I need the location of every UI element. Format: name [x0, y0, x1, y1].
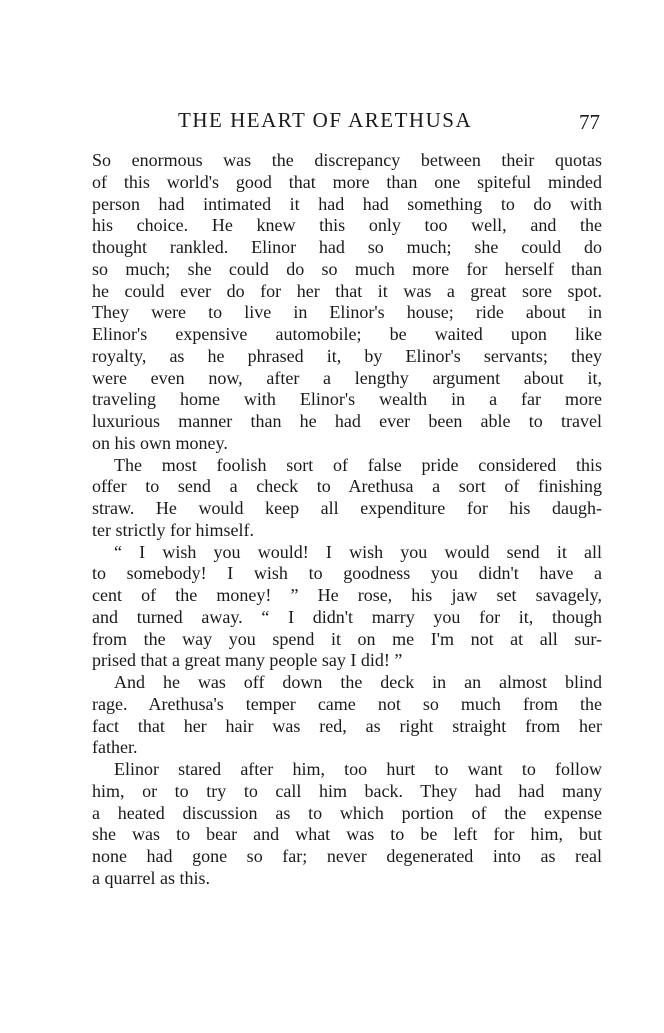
text-line: prised that a great many people say I did! ” — [92, 650, 403, 671]
text-line: Elinor's expensive automobile; be waited upon like — [92, 324, 602, 344]
text-line: fact that her hair was red, as right straight from her — [92, 715, 602, 736]
page-header — [92, 108, 604, 140]
text-line: offer to send a check to Arethusa a sort of finishing — [92, 476, 602, 497]
text-line: They were to live in Elinor's house; ride about in — [92, 302, 602, 323]
text-line: The most foolish sort of false pride considered this — [114, 454, 602, 475]
text-line: a quarrel as this. — [92, 867, 210, 888]
text-line: straw. He would keep all expenditure for his daugh- — [92, 498, 602, 518]
body-text — [92, 150, 602, 890]
text-line: and turned away. “ I didn't marry you for it, though — [92, 606, 602, 627]
text-line: were even now, after a lengthy argument about it, — [92, 367, 602, 388]
text-line: person had intimated it had had something to do with — [92, 193, 602, 214]
page-number: 77 — [579, 110, 600, 134]
text-line: a heated discussion as to which portion of the expense — [92, 802, 602, 823]
text-line: she was to bear and what was to be left for him, but — [92, 824, 602, 845]
text-line: his choice. He knew this only too well, and the — [92, 215, 602, 236]
text-line: And he was off down the deck in an almost blind — [114, 672, 602, 692]
text-line: traveling home with Elinor's wealth in a far more — [92, 389, 602, 410]
text-line: “ I wish you would! I wish you would send it all — [114, 541, 602, 562]
text-line: so much; she could do so much more for herself than — [92, 258, 602, 279]
text-line: none had gone so far; never degenerated into as real — [92, 846, 602, 866]
text-line: royalty, as he phrased it, by Elinor's servants; they — [92, 345, 602, 366]
running-head: THE HEART OF ARETHUSA — [178, 108, 473, 132]
text-line: to somebody! I wish to goodness you didn't have a — [92, 563, 602, 584]
text-line: he could ever do for her that it was a great sore spot. — [92, 280, 602, 301]
text-line: of this world's good that more than one spiteful minded — [92, 171, 602, 192]
text-line: rage. Arethusa's temper came not so much from the — [92, 693, 602, 714]
text-line: from the way you spend it on me I'm not at all sur- — [92, 628, 602, 649]
text-line: So enormous was the discrepancy between their quotas — [92, 150, 602, 170]
text-line: father. — [92, 737, 138, 758]
text-line: him, or to try to call him back. They had had many — [92, 780, 602, 801]
text-line: ter strictly for himself. — [92, 519, 254, 540]
text-line: on his own money. — [92, 432, 228, 453]
text-line: thought rankled. Elinor had so much; she could do — [92, 237, 602, 257]
text-line: cent of the money! ” He rose, his jaw set savagely, — [92, 585, 602, 605]
text-line: luxurious manner than he had ever been able to travel — [92, 411, 602, 431]
text-line: Elinor stared after him, too hurt to want to follow — [114, 759, 602, 779]
